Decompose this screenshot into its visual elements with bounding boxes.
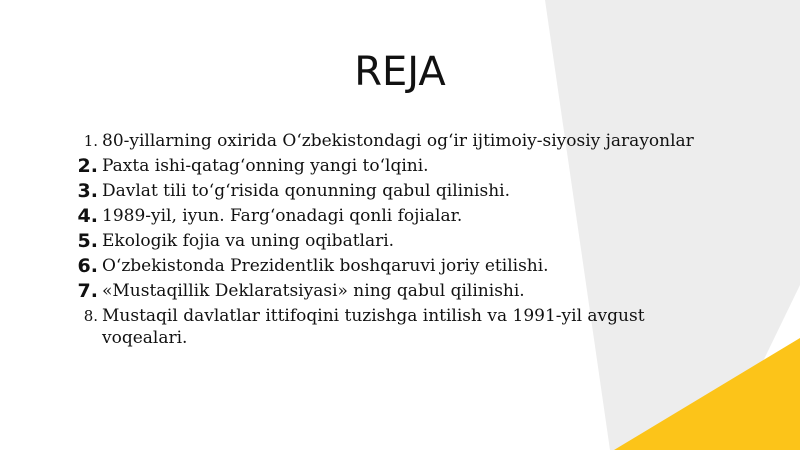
list-item <box>72 205 712 227</box>
item-number: 6. <box>77 255 98 277</box>
item-number: 7. <box>77 280 98 302</box>
item-text: Davlat tili toʻgʻrisida qonunning qabul qilinishi. <box>102 181 510 201</box>
item-text: Ekologik fojia va uning oqibatlari. <box>102 231 395 251</box>
item-text: 80-yillarning oxirida Oʻzbekistondagi ogʻir ijtimoiy-siyosiy jarayonlar <box>102 131 694 151</box>
list-item <box>72 130 712 152</box>
list-item <box>72 255 712 277</box>
list-item <box>72 230 712 252</box>
list-item <box>72 305 712 349</box>
slide-title: REJA <box>354 49 446 95</box>
item-text: Mustaqil davlatlar ittifoqini tuzishga intilish va 1991-yil avgust voqealari. <box>102 306 645 348</box>
item-number: 2. <box>77 155 98 177</box>
item-number: 5. <box>77 230 98 252</box>
item-text: 1989-yil, iyun. Fargʻonadagi qonli fojialar. <box>102 206 463 226</box>
item-number: 3. <box>77 180 98 202</box>
item-number: 8. <box>83 307 98 325</box>
list-item <box>72 280 712 302</box>
item-text: Oʻzbekistonda Prezidentlik boshqaruvi joriy etilishi. <box>102 256 549 276</box>
agenda-list <box>72 130 712 352</box>
item-number: 1. <box>83 132 98 150</box>
item-number: 4. <box>77 205 98 227</box>
item-text: Paxta ishi-qatagʻonning yangi toʻlqini. <box>102 156 429 176</box>
item-text: «Mustaqillik Deklaratsiyasi» ning qabul qilinishi. <box>102 281 525 301</box>
list-item <box>72 180 712 202</box>
list-item <box>72 155 712 177</box>
